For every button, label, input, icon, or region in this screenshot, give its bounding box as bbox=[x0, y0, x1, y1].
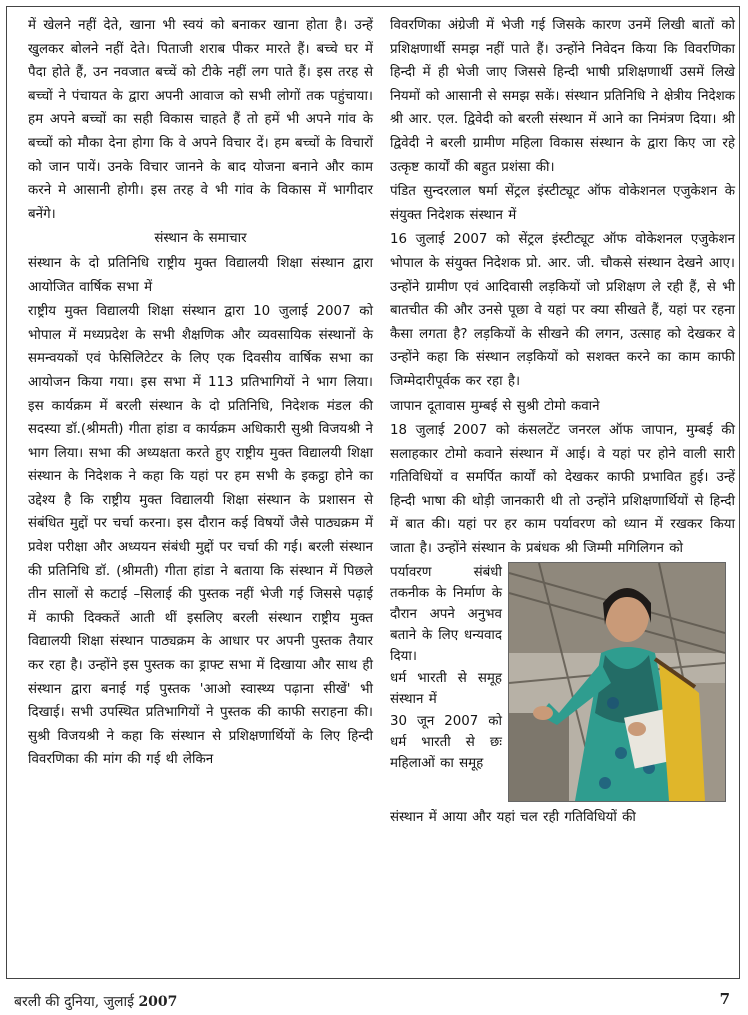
photo-side-text: पर्यावरण संबंधी तकनीक के निर्माण के दौरान अपने अनुभव बताने के लिए धन्यवाद दिया। bbox=[390, 564, 502, 664]
footer-publication-name: बरली की दुनिया, जुलाई bbox=[14, 994, 134, 1010]
footer-year: 2007 bbox=[138, 994, 178, 1010]
paragraph-dharm-bharti: 30 जून 2007 को धर्म भारती से छः महिलाओं का समूह bbox=[390, 713, 502, 771]
paragraph-dharm-bharti-end: संस्थान में आया और यहां चल रही गतिविधियों की bbox=[390, 809, 636, 825]
footer-publication bbox=[14, 992, 177, 1011]
left-column bbox=[28, 14, 373, 773]
section-heading: संस्थान के समाचार bbox=[154, 231, 247, 247]
photo-side-text-block bbox=[390, 562, 502, 775]
woman-speaking-photo bbox=[508, 562, 726, 802]
news-heading: संस्थान के दो प्रतिनिधि राष्ट्रीय मुक्त विद्यालयी शिक्षा संस्थान द्वारा आयोजित वार्षिक सभा में bbox=[28, 255, 373, 295]
paragraph-japan-consulate: 18 जुलाई 2007 को कंसलटेंट जनरल ऑफ जापान, मुम्बई की सलाहकार टोमो कवाने संस्थान में आई। वे यहां पर होने वाली सारी गतिविधियों व समर्पित कार्यों को देखकर काफी प्रभावित हुई। उन्हें हिन्दी भाषा की थोड़ी जानकारी थी तो उन्होंने प्रशिक्षणार्थियों से हिन्दी में बात की। यहां पर हर काम पर्यावरण को ध्यान में रखकर किया जाता है। उन्होंने संस्थान के प्रबंधक श्री जिम्मी मगिलिगन को bbox=[390, 423, 735, 557]
news-paragraph: राष्ट्रीय मुक्त विद्यालयी शिक्षा संस्थान द्वारा 10 जुलाई 2007 को भोपाल में मध्यप्रदेश के सभी शैक्षणिक और व्यवसायिक संस्थानों के समन्वयकों एवं फेसिलिटेटर के लिए एक दिवसीय वार्षिक सभा का आयोजन किया गया। इस सभा में 113 प्रतिभागियों ने भाग लिया। इस कार्यक्रम में बरली संस्थान के दो प्रतिनिधि, निदेशक मंडल की सदस्या डॉ.(श्रीमती) गीता हांडा व कार्यक्रम अधिकारी सुश्री विजयश्री ने भाग लिया। सभा की अध्यक्षता करते हुए राष्ट्रीय मुक्त विद्यालयी शिक्षा संस्थान के निदेशक ने कहा कि यहां पर हम सभी के इकट्ठा होने का उद्देश्य है कि राष्ट्रीय मुक्त विद्यालयी शिक्षा संस्थान के प्रशासन से संबंधित मुद्दों पर चर्चा करना। इस दौरान कई विषयों जैसे पाठ्यक्रम में प्रवेश परीक्षा और अध्ययन संबंधी मुद्दों पर चर्चा की गई। बरली संस्थान की प्रतिनिधि डॉ. (श्रीमती) गीता हांडा ने बताया कि संस्थान में पिछले तीन सालों से कटाई –सिलाई की पुस्तक नहीं भेजी गई जिससे पढ़ाई में काफी दिक्कतें आती थीं इसलिए बरली संस्थान राष्ट्रीय मुक्त विद्यालयी शिक्षा संस्थान पाठ्यक्रम के आधार पर अपनी पुस्तक तैयार कर रहा है। उन्होंने इस पुस्तक का ड्राफ्ट सभा में दिखाया और साथ ही संस्थान द्वारा बनाई गई पुस्तक 'आओ स्वास्थ्य पढ़ाना सीखें' भी दिखाई। सभी उपस्थित प्रतिभागियों ने पुस्तक की काफी सराहना की। सुश्री विजयश्री ने कहा कि संस्थान से प्रशिक्षणार्थियों के लिए हिन्दी विवरणिका की मांग की गई थी लेकिन bbox=[28, 304, 373, 768]
heading-dharm-bharti: धर्म भारती से समूह संस्थान में bbox=[390, 670, 502, 707]
heading-cive-visit: पंडित सुन्दरलाल षर्मा सेंट्रल इंस्टीट्यूट ऑफ वोकेशनल एजुकेशन के संयुक्त निदेशक संस्थान में bbox=[390, 184, 735, 223]
intro-paragraph: में खेलने नहीं देते, खाना भी स्वयं को बनाकर खाना होता है। उन्हें खुलकर बोलने नहीं देते। पिताजी शराब पीकर मारते हैं। बच्चे घर में पैदा होते हैं, उन नवजात बच्चें को टीके नहीं लग पाते हैं। इस तरह से बच्चों ने पंचायत के द्वारा अपनी आवाज को सभी लोगों तक पहुंचाया। हम अपने बच्चों का सही विकास चाहते हैं तो हमें भी अपने गांव के बच्चों को मौका देना होगा कि वे अपने विचार दें। हम बच्चों के विचारों को जान पायें। उनके विचार जानने के बाद योजना बनाने और काम करने मे आसानी होगी। इस तरह वे भी गांव के विकास में भागीदार बनेंगे। bbox=[28, 18, 373, 222]
continued-paragraph: विवरणिका अंग्रेजी में भेजी गई जिसके कारण उनमें लिखी बातों को प्रशिक्षणार्थी समझ नहीं पाते हैं। उन्होंने निवेदन किया कि विवरणिका हिन्दी में ही भेजी जाए जिससे हिन्दी भाषी प्रशिक्षणार्थी उसमें लिखे नियमों को आसानी से समझ सकें। संस्थान प्रतिनिधि ने क्षेत्रीय निदेशक श्री आर. एल. द्विवेदी को बरली संस्थान में आने का निमंत्रण दिया। श्री द्विवेदी ने बरली ग्रामीण महिला विकास संस्थान के द्वारा किए जा रहे उत्कृष्ट कार्यों की बहुत प्रशंसा की। bbox=[390, 18, 735, 175]
heading-japan-consulate: जापान दूतावास मुम्बई से सुश्री टोमो कवाने bbox=[390, 398, 600, 414]
paragraph-cive-visit: 16 जुलाई 2007 को सेंट्रल इंस्टीट्यूट ऑफ वोकेशनल एजुकेशन भोपाल के संयुक्त निदेशक प्रो. आर. जी. चौकसे संस्थान देखने आए। उन्होंने ग्रामीण एवं आदिवासी लड़कियों जो प्रशिक्षण ले रही हैं, से भी बातचीत की और उनसे पूछा वे यहां पर क्या सीखते हैं, यहां पर रहना कैसा लगता है? लड़कियों के सीखने की लगन, उत्साह को देखकर वे उन्होंने कहा कि संस्थान लड़कियों को सशक्त करने का काम काफी जिम्मेदारीपूर्वक कर रहा है। bbox=[390, 232, 735, 389]
photo-block bbox=[390, 562, 735, 806]
right-column bbox=[390, 14, 735, 830]
page-number: 7 bbox=[719, 990, 730, 1008]
photo-illustration bbox=[509, 563, 725, 801]
